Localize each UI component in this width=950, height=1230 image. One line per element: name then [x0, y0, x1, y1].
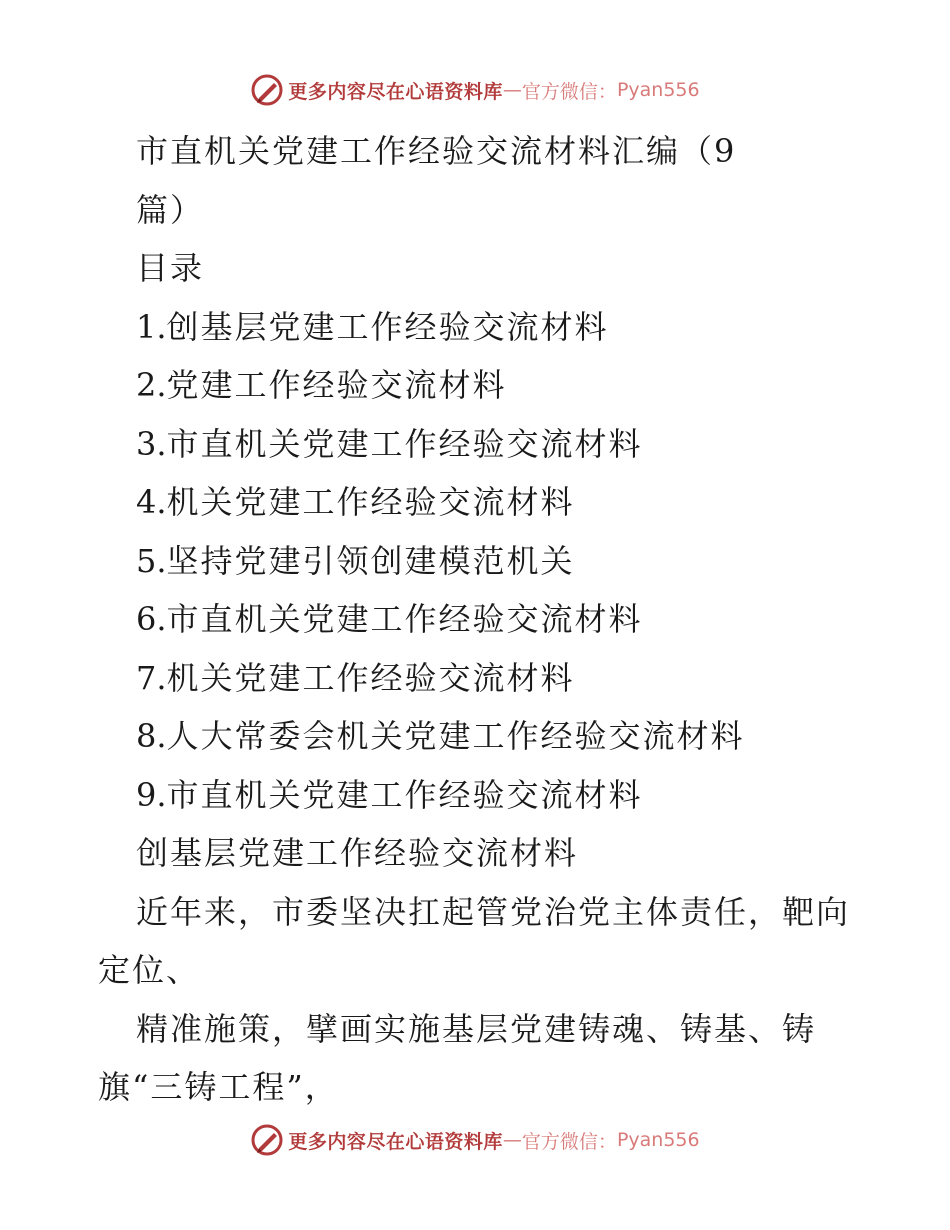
toc-item[interactable]: 8.人大常委会机关党建工作经验交流材料	[136, 717, 745, 755]
toc-item[interactable]: 3.市直机关党建工作经验交流材料	[136, 424, 643, 463]
toc-heading: 目录	[136, 249, 205, 287]
toc-item[interactable]: 7.机关党建工作经验交流材料	[136, 658, 575, 697]
toc-item[interactable]: 6.市直机关党建工作经验交流材料	[136, 600, 643, 638]
paragraph-2-line-2: 旗“三铸工程”，	[98, 1068, 339, 1106]
paragraph-2-line-1: 精准施策，擘画实施基层党建铸魂、铸基、铸	[136, 1009, 817, 1048]
watermark-wechat-label: 官方微信：	[521, 1130, 617, 1153]
paragraph-1-line-1: 近年来，市委坚决扛起管党治党主体责任，靶向	[136, 892, 851, 931]
document-title-line2: 篇）	[136, 190, 205, 229]
watermark-separator: —	[502, 79, 522, 101]
watermark-text: 更多内容尽在心语资料库	[288, 80, 503, 103]
document-body	[98, 122, 858, 1117]
toc-item[interactable]: 5.坚持党建引领创建模范机关	[136, 541, 575, 580]
watermark-wechat-label: 官方微信：	[521, 80, 617, 103]
toc-item[interactable]: 9.市直机关党建工作经验交流材料	[136, 775, 643, 814]
pen-logo-icon	[250, 1123, 284, 1157]
paragraph-1-line-2: 定位、	[98, 951, 201, 989]
watermark-separator: —	[502, 1129, 522, 1151]
section-title: 创基层党建工作经验交流材料	[136, 834, 579, 872]
toc-item[interactable]: 4.机关党建工作经验交流材料	[136, 483, 575, 521]
toc-item[interactable]: 1.创基层党建工作经验交流材料	[136, 307, 609, 346]
watermark-wechat-id: Pyan556	[616, 79, 700, 101]
watermark-banner-top	[0, 70, 950, 110]
watermark-text: 更多内容尽在心语资料库	[288, 1130, 503, 1153]
document-title-line1: 市直机关党建工作经验交流材料汇编（9	[136, 132, 737, 170]
pen-logo-icon	[250, 73, 284, 107]
toc-item[interactable]: 2.党建工作经验交流材料	[136, 366, 507, 404]
watermark-banner-bottom	[0, 1120, 950, 1160]
watermark-wechat-id: Pyan556	[616, 1129, 700, 1151]
